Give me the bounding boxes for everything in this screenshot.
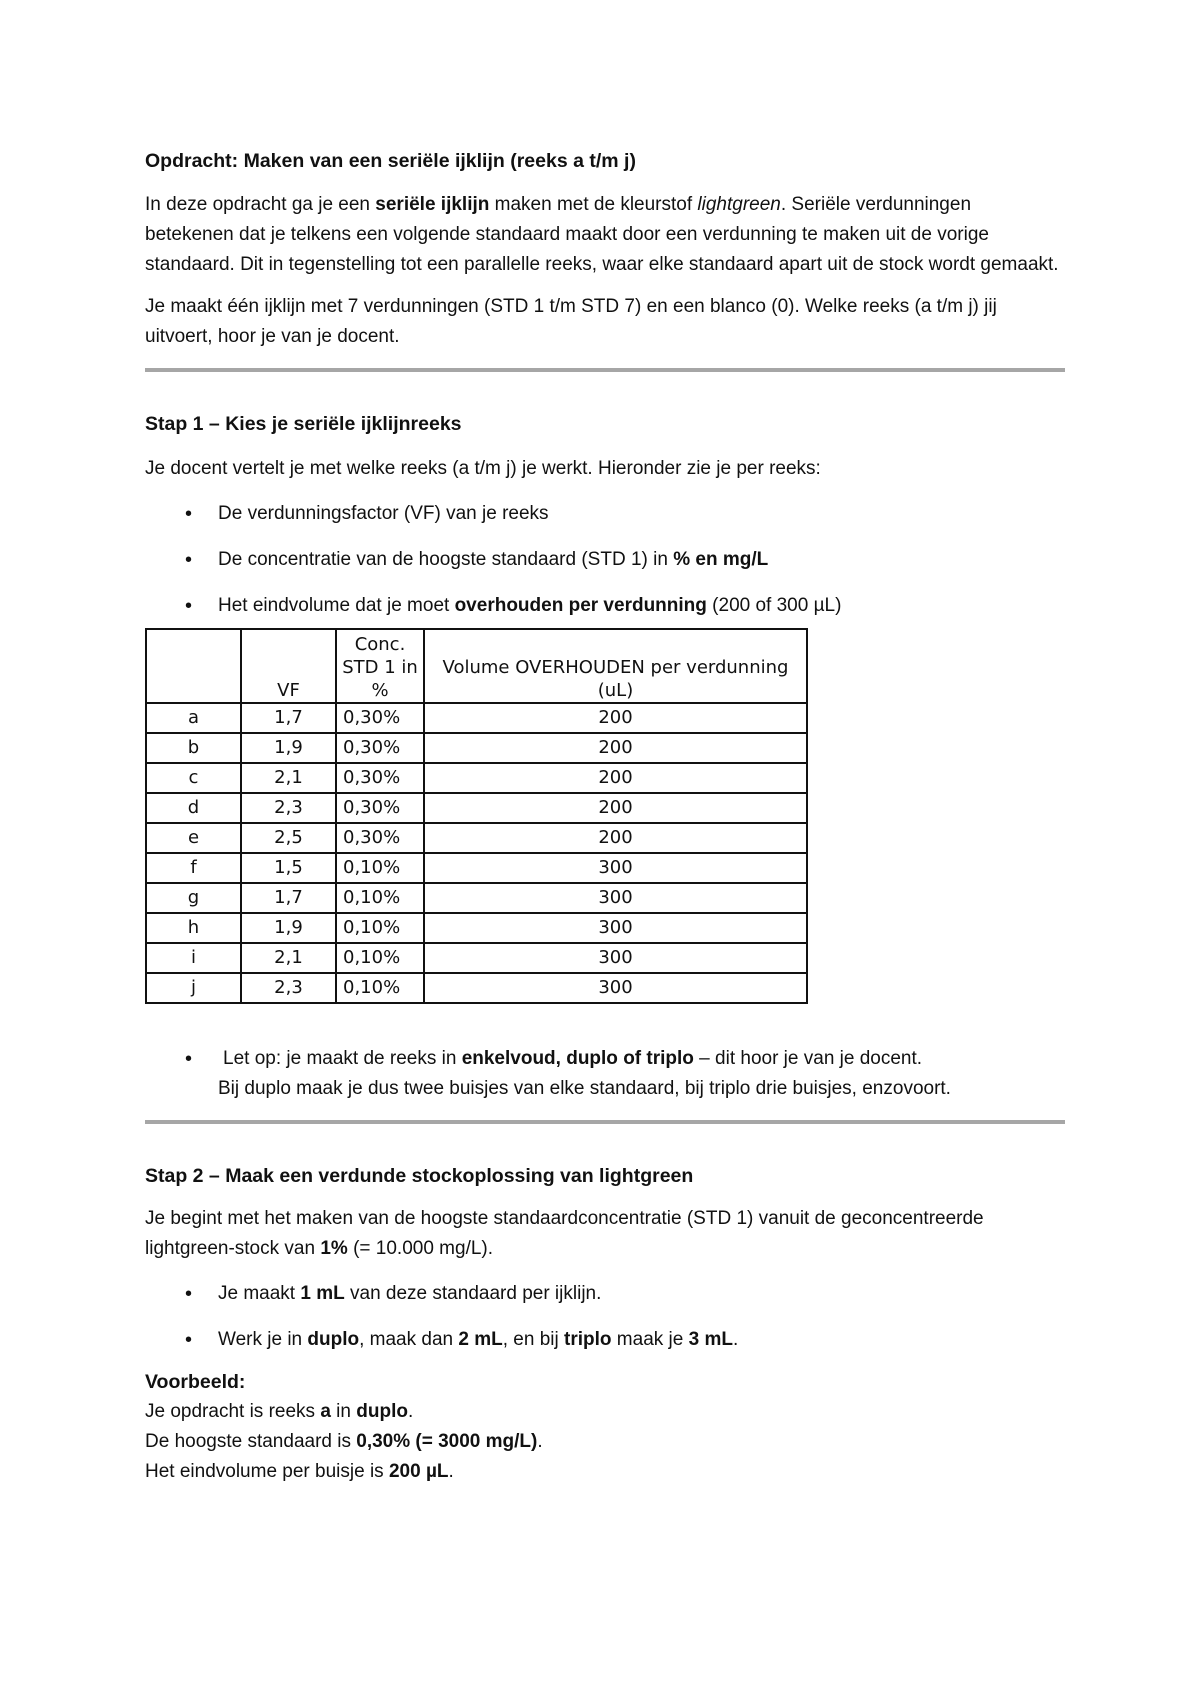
table-cell: 300 (424, 973, 807, 1003)
table-cell: 200 (424, 733, 807, 763)
bold-term: duplo (307, 1329, 360, 1350)
table-row (146, 823, 807, 853)
list-item (145, 591, 1065, 621)
table-cell: 0,10% (336, 853, 424, 883)
text-span: , en bij (502, 1329, 565, 1350)
table-row (146, 853, 807, 883)
bold-term: 0,30% (= 3000 mg/L) (356, 1431, 538, 1452)
table-cell: 0,30% (336, 733, 424, 763)
table-cell: h (146, 913, 241, 943)
table-cell: 200 (424, 823, 807, 853)
table-cell: 300 (424, 853, 807, 883)
table-row (146, 973, 807, 1003)
table-cell: 2,1 (241, 943, 336, 973)
opdracht-title: Opdracht: Maken van een seriële ijklijn (reeks a t/m j) (145, 150, 636, 172)
list-item (145, 1279, 1065, 1309)
text-span: De verdunningsfactor (VF) van je reeks (218, 503, 549, 524)
document-content (145, 146, 1065, 1487)
text-span: Het eindvolume dat je moet (218, 595, 455, 616)
table-row (146, 883, 807, 913)
opdracht-paragraph-1 (145, 190, 1065, 280)
bullet-icon: • (185, 1283, 193, 1305)
text-span: . (537, 1431, 543, 1452)
table-cell: a (146, 703, 241, 733)
table-cell: 0,30% (336, 703, 424, 733)
bold-term: overhouden per verdunning (454, 595, 707, 616)
text-span: van deze standaard per ijklijn. (344, 1283, 602, 1304)
table-row (146, 793, 807, 823)
table-cell: 1,9 (241, 913, 336, 943)
header-cell: Volume OVERHOUDEN per verdunning (uL) (424, 629, 807, 703)
table-cell: 1,7 (241, 703, 336, 733)
stap1-intro: Je docent vertelt je met welke reeks (a t/m j) je werkt. Hieronder zie je per reeks: (145, 458, 821, 479)
stap1-title: Stap 1 – Kies je seriële ijklijnreeks (145, 413, 462, 435)
bold-term: enkelvoud, duplo of triplo (461, 1048, 694, 1069)
table-row (146, 763, 807, 793)
table-cell: 0,10% (336, 913, 424, 943)
table-cell: 200 (424, 763, 807, 793)
stap1-bullet-list (145, 499, 1065, 621)
text-span: – dit hoor je van je docent. (693, 1048, 923, 1069)
bold-term: 1 mL (300, 1283, 345, 1304)
bold-term: duplo (356, 1401, 408, 1422)
table-cell: e (146, 823, 241, 853)
voorbeeld-line-1 (145, 1397, 1065, 1427)
text-span: Let op: je maakt de reeks in (223, 1048, 462, 1069)
table-cell: 1,7 (241, 883, 336, 913)
table-cell: 1,5 (241, 853, 336, 883)
table-cell: 2,3 (241, 793, 336, 823)
table-cell: 200 (424, 793, 807, 823)
text-span: in (330, 1401, 357, 1422)
header-cell: Conc. STD 1 in % (336, 629, 424, 703)
bold-term: a (320, 1401, 331, 1422)
table-row (146, 943, 807, 973)
table-cell: f (146, 853, 241, 883)
bold-term: 2 mL (458, 1329, 503, 1350)
table-cell: 300 (424, 913, 807, 943)
text-span: maken met de kleurstof (489, 194, 698, 215)
table-cell: 0,10% (336, 883, 424, 913)
table-cell: j (146, 973, 241, 1003)
text-span: Je begint met het maken van de hoogste standaardconcentratie (STD 1) vanuit de geconcentreerde lightgreen-stock van (145, 1208, 984, 1259)
voorbeeld-title: Voorbeeld: (145, 1371, 246, 1393)
table-cell: 300 (424, 883, 807, 913)
text-span: . Seriële verdunningen betekenen dat je telkens een volgende standaard maakt door een verdunning te maken uit de vorige standaard. Dit in tegenstelling tot een parallelle reeks, waar elke standaard apart uit de stock wordt gemaakt. (145, 194, 1059, 275)
text-span: Je maakt (218, 1283, 301, 1304)
table-cell: 2,3 (241, 973, 336, 1003)
italic-term: lightgreen (697, 194, 781, 215)
bullet-icon: • (185, 1329, 193, 1351)
table-row (146, 733, 807, 763)
bold-term: 3 mL (688, 1329, 733, 1350)
bold-term: triplo (564, 1329, 612, 1350)
text-span: De hoogste standaard is (145, 1431, 357, 1452)
table-body (146, 703, 807, 1003)
table-cell: 0,30% (336, 823, 424, 853)
text-span: . (407, 1401, 414, 1422)
table-cell: d (146, 793, 241, 823)
table-row (146, 913, 807, 943)
text-span: (200 of 300 µL) (706, 595, 842, 616)
bold-term: % en mg/L (673, 549, 769, 570)
table-cell: 0,10% (336, 973, 424, 1003)
table-cell: g (146, 883, 241, 913)
table-cell: 2,1 (241, 763, 336, 793)
text-span: , maak dan (359, 1329, 459, 1350)
reeks-table (145, 628, 808, 1004)
bold-term: 200 µL (388, 1461, 449, 1482)
note-block (145, 1044, 1065, 1104)
bold-term: seriële ijklijn (375, 194, 490, 215)
bold-term: 1% (320, 1238, 348, 1259)
bullet-icon: • (185, 595, 193, 617)
voorbeeld-line-2 (145, 1427, 1065, 1457)
table-cell: b (146, 733, 241, 763)
note-line-1 (223, 1044, 1065, 1074)
table-cell: 2,5 (241, 823, 336, 853)
list-item (145, 545, 1065, 575)
table-cell: 0,30% (336, 763, 424, 793)
table-cell: 0,10% (336, 943, 424, 973)
note-line-2: Bij duplo maak je dus twee buisjes van elke standaard, bij triplo drie buisjes, enzovoort. (218, 1078, 951, 1099)
list-item (145, 499, 1065, 529)
table-cell: 300 (424, 943, 807, 973)
bullet-icon: • (185, 1048, 193, 1070)
table-cell: 1,9 (241, 733, 336, 763)
text-span: De concentratie van de hoogste standaard (STD 1) in (218, 549, 674, 570)
bullet-icon: • (185, 549, 193, 571)
text-span: In deze opdracht ga je een (145, 194, 376, 215)
voorbeeld-line-3 (145, 1457, 1065, 1487)
text-span: . (732, 1329, 739, 1350)
text-span: Je opdracht is reeks (145, 1401, 321, 1422)
text-span: Het eindvolume per buisje is (145, 1461, 389, 1482)
bullet-icon: • (185, 503, 193, 525)
text-span: . (448, 1461, 454, 1482)
table-cell: 200 (424, 703, 807, 733)
horizontal-rule (145, 368, 1065, 372)
stap2-bullet-list (145, 1279, 1065, 1355)
list-item (145, 1325, 1065, 1355)
table-cell: c (146, 763, 241, 793)
table-cell: 0,30% (336, 793, 424, 823)
table-row (146, 703, 807, 733)
horizontal-rule (145, 1120, 1065, 1124)
text-span: (= 10.000 mg/L). (347, 1238, 494, 1259)
text-span: maak je (611, 1329, 689, 1350)
table-header-row (146, 629, 807, 703)
opdracht-paragraph-2: Je maakt één ijklijn met 7 verdunningen (STD 1 t/m STD 7) en een blanco (0). Welke reeks (a t/m j) jij uitvoert, hoor je van je docent. (145, 296, 997, 347)
stap2-intro (145, 1204, 1065, 1264)
text-span: Werk je in (218, 1329, 308, 1350)
header-cell (146, 629, 241, 703)
stap2-title: Stap 2 – Maak een verdunde stockoplossing van lightgreen (145, 1165, 694, 1187)
header-cell: VF (241, 629, 336, 703)
table-cell: i (146, 943, 241, 973)
